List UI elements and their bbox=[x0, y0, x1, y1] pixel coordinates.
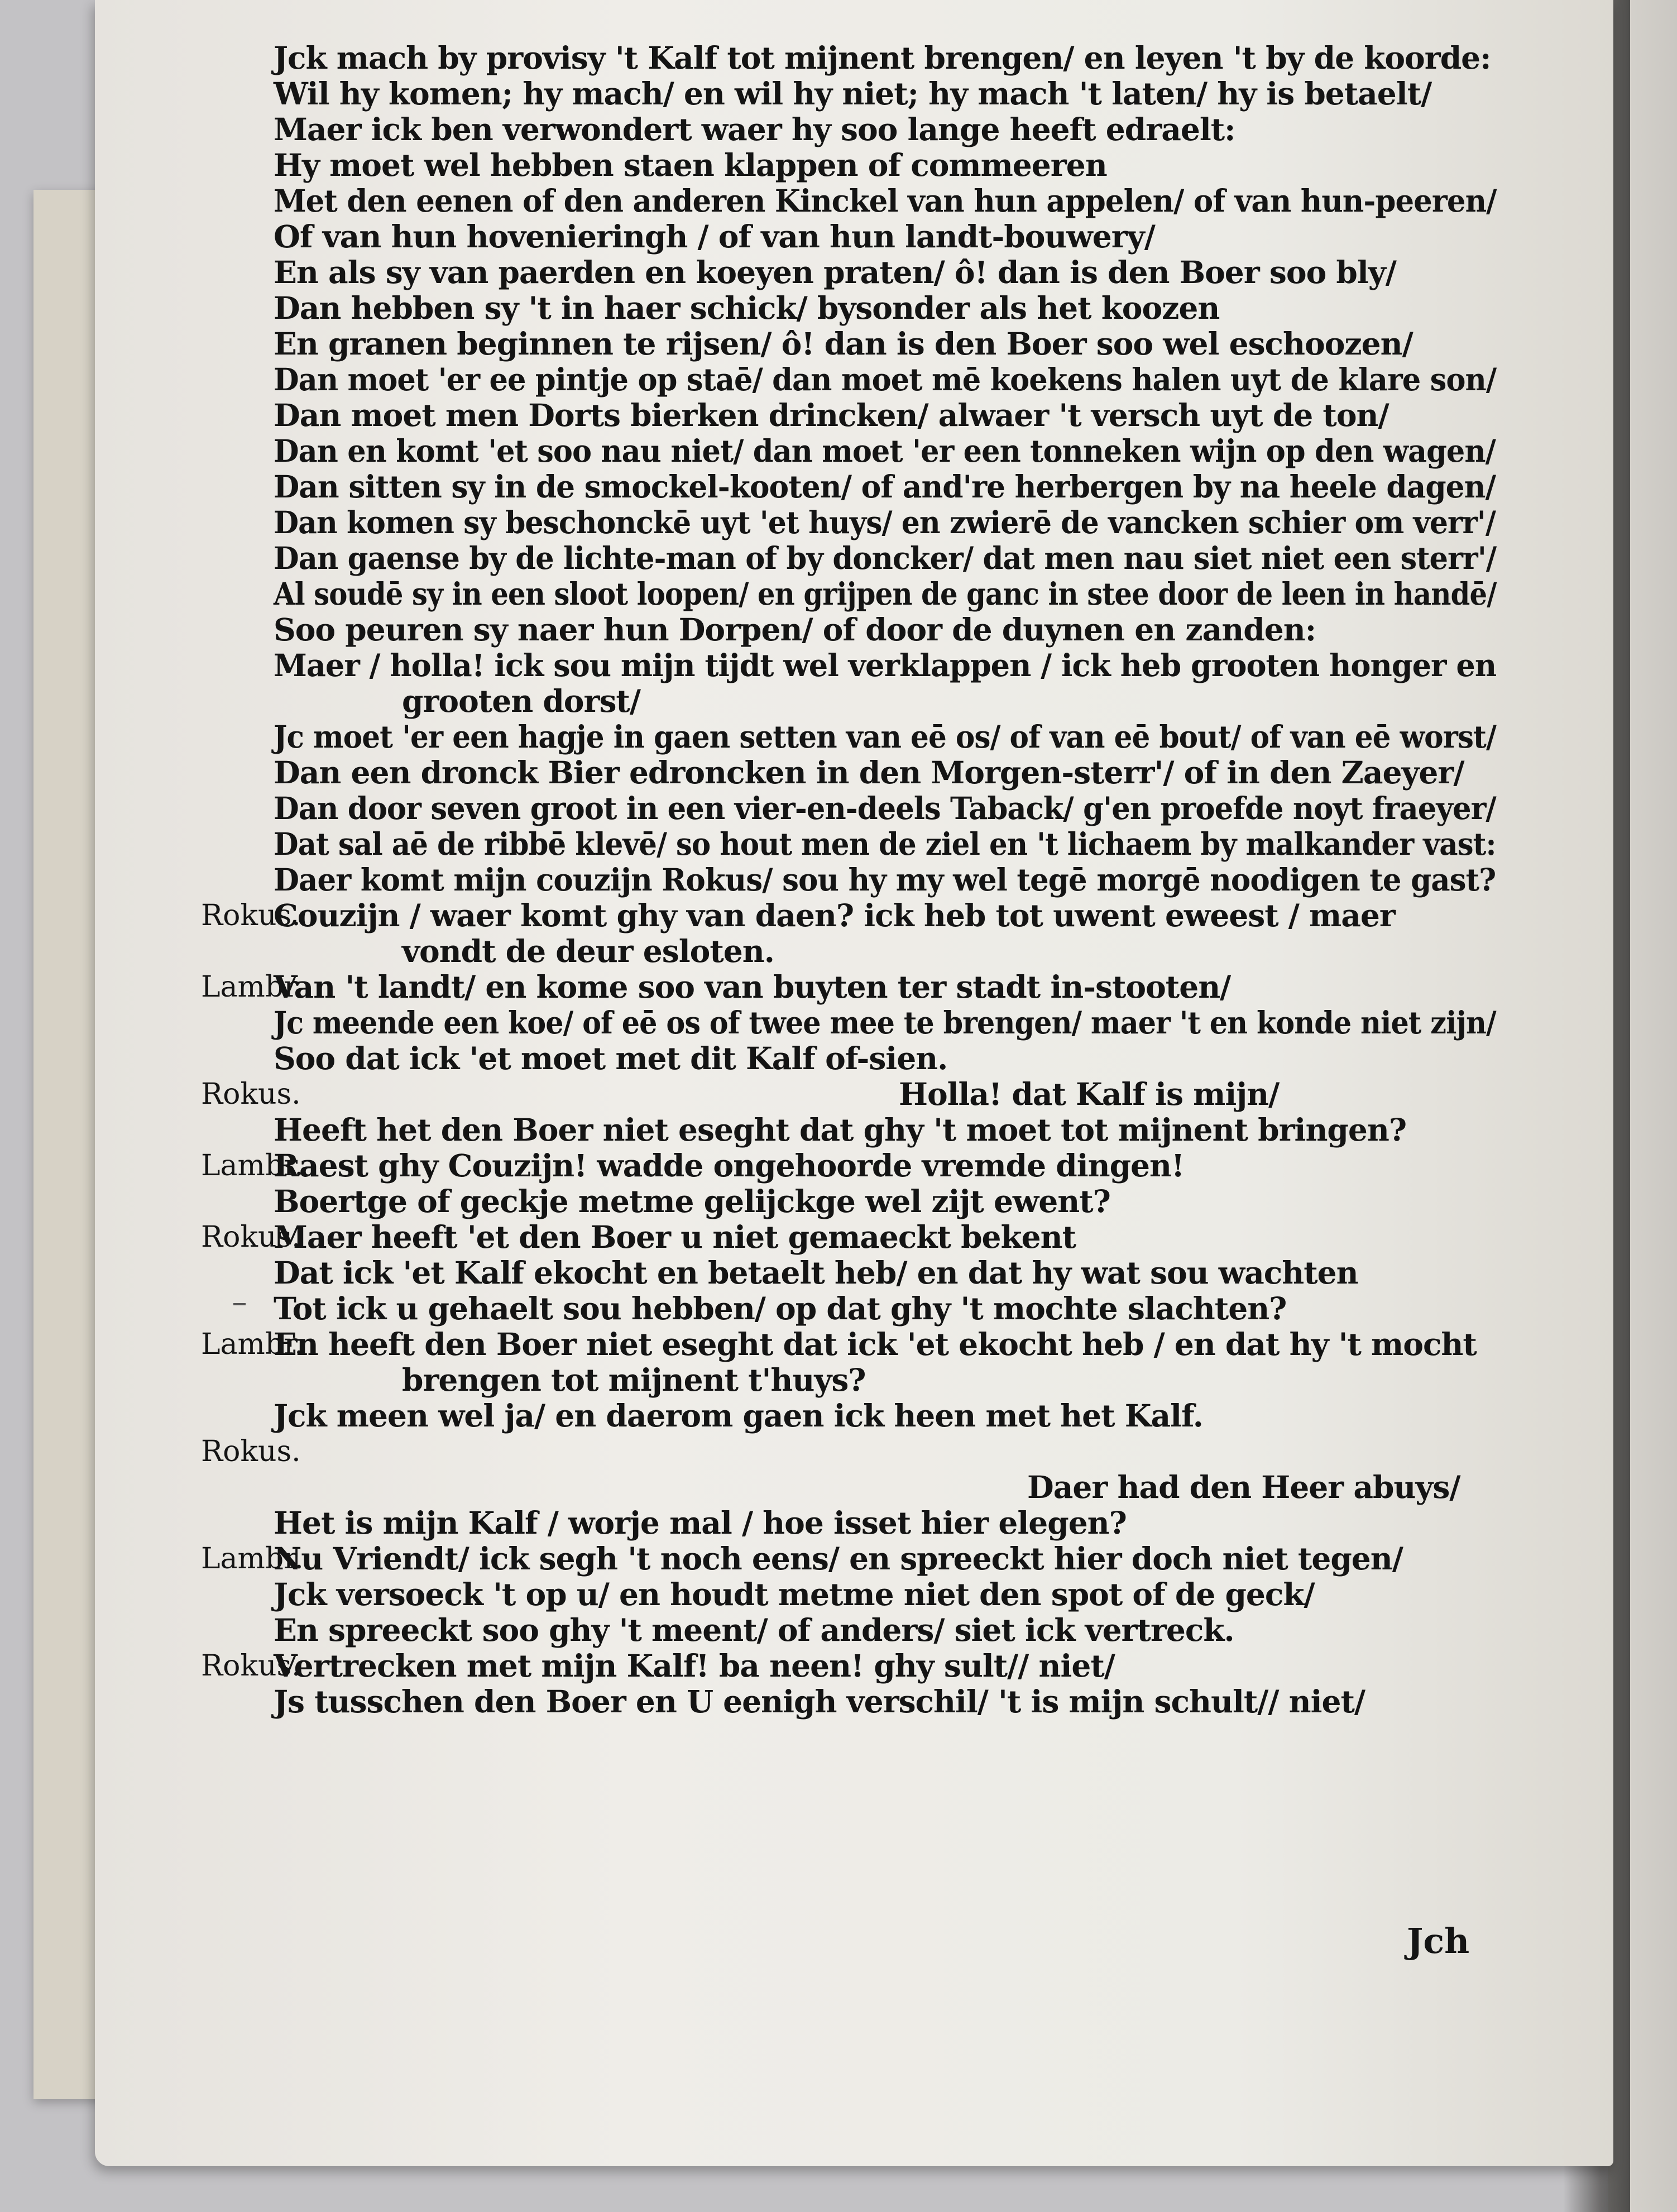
verse-line bbox=[274, 1005, 1636, 1041]
catchword: Jch bbox=[1407, 1921, 1470, 1961]
verse-line bbox=[274, 219, 1636, 255]
verse-text: Of van hun hovenieringh / of van hun landt-bouwery/ bbox=[274, 218, 1155, 255]
verse-text: En spreeckt soo ghy 't meent/ of anders/ siet ick vertreck. bbox=[274, 1612, 1234, 1648]
verse-text: Wil hy komen; hy mach/ en wil hy niet; hy mach 't laten/ hy is betaelt/ bbox=[274, 75, 1432, 112]
verse-line bbox=[201, 1076, 1636, 1112]
speaker-label: Rokus. bbox=[201, 1435, 301, 1468]
verse-line bbox=[274, 1255, 1636, 1291]
verse-text: Heeft het den Boer niet eseght dat ghy 't moet tot mijnent bringen? bbox=[274, 1112, 1407, 1148]
verse-line bbox=[274, 147, 1636, 183]
verse-line bbox=[274, 1684, 1636, 1720]
verse-text: Jck mach by provisy 't Kalf tot mijnent brengen/ en leyen 't by de koorde: bbox=[274, 40, 1491, 76]
verse-text: Dan door seven groot in een vier-en-deels Taback/ g'en proefde noyt fraeyer/ bbox=[274, 790, 1496, 826]
verse-line bbox=[201, 1434, 1636, 1469]
verse-text: Het is mijn Kalf / worje mal / hoe isset hier elegen? bbox=[274, 1505, 1127, 1541]
verse-text: Met den eenen of den anderen Kinckel van hun appelen/ of van hun-peeren/ bbox=[274, 183, 1497, 219]
verse-line bbox=[274, 791, 1636, 826]
verse-line bbox=[274, 755, 1636, 791]
verse-line bbox=[274, 112, 1636, 147]
verse-line bbox=[201, 1219, 1636, 1255]
verse-line bbox=[274, 1398, 1636, 1434]
verse-line bbox=[274, 1577, 1636, 1612]
verse-text: Dat ick 'et Kalf ekocht en betaelt heb/ en dat hy wat sou wachten bbox=[274, 1255, 1358, 1291]
verse-text: Dan komen sy beschonckē uyt 'et huys/ en zwierē de vancken schier om verr'/ bbox=[274, 504, 1496, 540]
verse-text: Dan hebben sy 't in haer schick/ bysonder als het koozen bbox=[274, 290, 1220, 326]
verse-text: Nu Vriendt/ ick segh 't noch eens/ en spreeckt hier doch niet tegen/ bbox=[274, 1540, 1403, 1577]
verse-line bbox=[274, 183, 1636, 219]
speaker-label: Rokus. bbox=[201, 899, 301, 932]
verse-text: Js tusschen den Boer en U eenigh verschil/ 't is mijn schult// niet/ bbox=[274, 1683, 1365, 1720]
verse-text: Daer komt mijn couzijn Rokus/ sou hy my wel tegē morgē noodigen te gast? bbox=[274, 861, 1496, 898]
verse-line bbox=[274, 862, 1636, 898]
verse-line bbox=[274, 1362, 1636, 1398]
verse-line bbox=[274, 326, 1636, 362]
verse-text: Dat sal aē de ribbē klevē/ so hout men de ziel en 't lichaem by malkander vast: bbox=[274, 826, 1496, 862]
verse-text: Tot ick u gehaelt sou hebben/ op dat ghy 't mochte slachten? bbox=[274, 1290, 1287, 1327]
speaker-label: Lambr. bbox=[201, 1328, 304, 1361]
verse-text: Dan een dronck Bier edroncken in den Morgen-sterr'/ of in den Zaeyer/ bbox=[274, 754, 1464, 791]
verse-text-block bbox=[201, 40, 1636, 1720]
speaker-label: Rokus. bbox=[201, 1649, 301, 1683]
verse-line bbox=[274, 826, 1636, 862]
verse-line bbox=[274, 76, 1636, 112]
verse-line bbox=[274, 40, 1636, 76]
verse-text: En granen beginnen te rijsen/ ô! dan is den Boer soo wel eschoozen/ bbox=[274, 325, 1413, 362]
verse-text: brengen tot mijnent t'huys? bbox=[402, 1362, 866, 1398]
verse-line bbox=[201, 1648, 1636, 1684]
verse-line bbox=[274, 933, 1636, 969]
verse-line bbox=[201, 1540, 1636, 1577]
verse-text: Soo dat ick 'et moet met dit Kalf of-sien. bbox=[274, 1040, 948, 1076]
verse-text: Jck versoeck 't op u/ en houdt metme niet den spot of de geck/ bbox=[274, 1576, 1315, 1612]
verse-line bbox=[274, 398, 1636, 433]
verse-line bbox=[274, 1505, 1636, 1541]
verse-line bbox=[274, 362, 1636, 398]
verse-text: Dan en komt 'et soo nau niet/ dan moet 'er een tonneken wijn op den wagen/ bbox=[274, 433, 1496, 469]
verse-text: Daer had den Heer abuys/ bbox=[1027, 1469, 1460, 1505]
verse-line bbox=[274, 1291, 1636, 1327]
verse-line bbox=[274, 1184, 1636, 1219]
verse-text: Jc meende een koe/ of eē os of twee mee te brengen/ maer 't en konde niet zijn/ bbox=[274, 1004, 1496, 1041]
verse-text: Dan moet 'er ee pintje op staē/ dan moet mē koekens halen uyt de klare son/ bbox=[274, 361, 1497, 398]
verse-text: Jc moet 'er een hagje in gaen setten van eē os/ of van eē bout/ of van eē worst/ bbox=[274, 719, 1496, 755]
verse-line bbox=[274, 648, 1636, 683]
verse-text: Dan gaense by de lichte-man of by doncker/ dat men nau siet niet een sterr'/ bbox=[274, 540, 1497, 576]
verse-line bbox=[274, 612, 1636, 648]
verse-text: Dan sitten sy in de smockel-kooten/ of and're herbergen by na heele dagen/ bbox=[274, 468, 1496, 505]
verse-line bbox=[201, 969, 1636, 1005]
verse-text: Jck meen wel ja/ en daerom gaen ick heen met het Kalf. bbox=[274, 1397, 1203, 1434]
verse-text: vondt de deur esloten. bbox=[402, 933, 774, 969]
verse-text: Maer heeft 'et den Boer u niet gemaeckt bekent bbox=[274, 1219, 1076, 1255]
speaker-label: Rokus. bbox=[201, 1220, 301, 1254]
verse-text: grooten dorst/ bbox=[402, 683, 640, 719]
verse-text: Holla! dat Kalf is mijn/ bbox=[899, 1076, 1280, 1112]
verse-line bbox=[274, 433, 1636, 469]
verse-text: Dan moet men Dorts bierken drincken/ alwaer 't versch uyt de ton/ bbox=[274, 397, 1389, 433]
verse-line bbox=[274, 1041, 1636, 1076]
verse-text: Al soudē sy in een sloot loopen/ en grijpen de ganc in stee door de leen in handē/ bbox=[274, 576, 1497, 612]
verse-line bbox=[274, 540, 1636, 576]
speaker-label: Rokus. bbox=[201, 1078, 301, 1111]
speaker-label: Lambr. bbox=[201, 1149, 304, 1182]
verse-line bbox=[274, 1112, 1636, 1148]
verse-text: Vertrecken met mijn Kalf! ba neen! ghy sult// niet/ bbox=[274, 1648, 1115, 1684]
verse-text: Maer / holla! ick sou mijn tijdt wel verklappen / ick heb grooten honger en bbox=[274, 647, 1497, 683]
book-page bbox=[95, 0, 1613, 2166]
verse-line bbox=[274, 255, 1636, 290]
verse-line bbox=[274, 469, 1636, 505]
verse-text: En als sy van paerden en koeyen praten/ ô! dan is den Boer soo bly/ bbox=[274, 254, 1396, 290]
verse-text: Boertge of geckje metme gelijckge wel zijt ewent? bbox=[274, 1183, 1110, 1219]
verse-line bbox=[274, 290, 1636, 326]
verse-line bbox=[274, 576, 1636, 612]
verse-text: Soo peuren sy naer hun Dorpen/ of door de duynen en zanden: bbox=[274, 611, 1316, 648]
verse-line bbox=[201, 897, 1636, 933]
verse-line bbox=[274, 719, 1636, 755]
verse-text: Maer ick ben verwondert waer hy soo lange heeft edraelt: bbox=[274, 111, 1235, 147]
verse-text: En heeft den Boer niet eseght dat ick 'et ekocht heb / en dat hy 't mocht bbox=[274, 1326, 1477, 1362]
margin-dash bbox=[233, 1303, 246, 1305]
verse-text: Raest ghy Couzijn! wadde ongehoorde vremde dingen! bbox=[274, 1147, 1185, 1184]
verse-text: Couzijn / waer komt ghy van daen? ick heb tot uwent eweest / maer bbox=[274, 897, 1395, 933]
verse-line bbox=[201, 1326, 1636, 1362]
verse-text: Hy moet wel hebben staen klappen of commeeren bbox=[274, 147, 1107, 183]
speaker-label: Lambr. bbox=[201, 970, 304, 1004]
verse-line bbox=[274, 683, 1636, 719]
verse-line bbox=[274, 1469, 1636, 1505]
verse-line bbox=[201, 1147, 1636, 1184]
verse-line bbox=[274, 1612, 1636, 1648]
verse-text: Van 't landt/ en kome soo van buyten ter stadt in-stooten/ bbox=[274, 969, 1231, 1005]
verse-line bbox=[274, 505, 1636, 540]
speaker-label: Lambr. bbox=[201, 1542, 304, 1576]
